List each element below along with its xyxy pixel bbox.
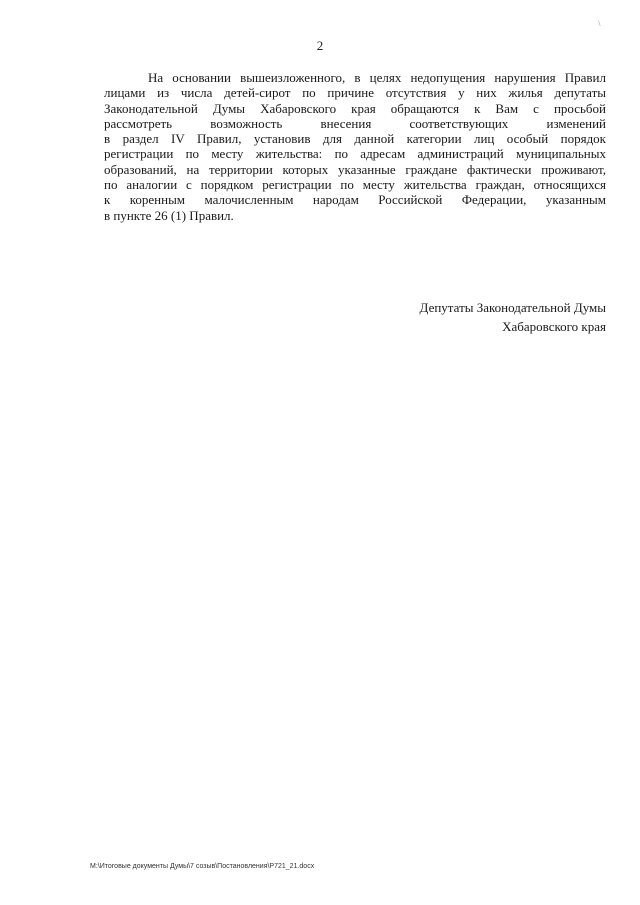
body-line: Законодательной Думы Хабаровского края обращаются к Вам с просьбой: [104, 100, 606, 116]
body-line: регистрации по месту жительства: по адресам администраций муниципальных: [104, 146, 606, 162]
body-line: по аналогии с порядком регистрации по месту жительства граждан, относящихся: [104, 177, 606, 193]
signature-line: Хабаровского края: [502, 319, 606, 334]
body-line: образований, на территории которых указанные граждане фактически проживают,: [104, 161, 606, 177]
body-line: к коренным малочисленным народам Российской Федерации, указанным: [104, 192, 606, 208]
page-number: 2: [316, 38, 324, 53]
body-line: в пункте 26 (1) Правил.: [104, 207, 234, 223]
footer-file-path: M:\Итоговые документы Думы\7 созыв\Постановления\P721_21.docx: [90, 863, 315, 870]
signature-line: Депутаты Законодательной Думы: [419, 300, 606, 315]
body-line: в раздел IV Правил, установив для данной категории лиц особый порядок: [104, 131, 606, 147]
body-line: рассмотреть возможность внесения соответствующих изменений: [104, 115, 606, 131]
corner-mark: /: [595, 18, 604, 28]
body-line: На основании вышеизложенного, в целях недопущения нарушения Правил: [148, 70, 606, 85]
body-paragraph: [104, 70, 606, 223]
signature-block: [420, 298, 606, 336]
body-line: лицами из числа детей-сирот по причине отсутствия у них жилья депутаты: [104, 85, 606, 101]
